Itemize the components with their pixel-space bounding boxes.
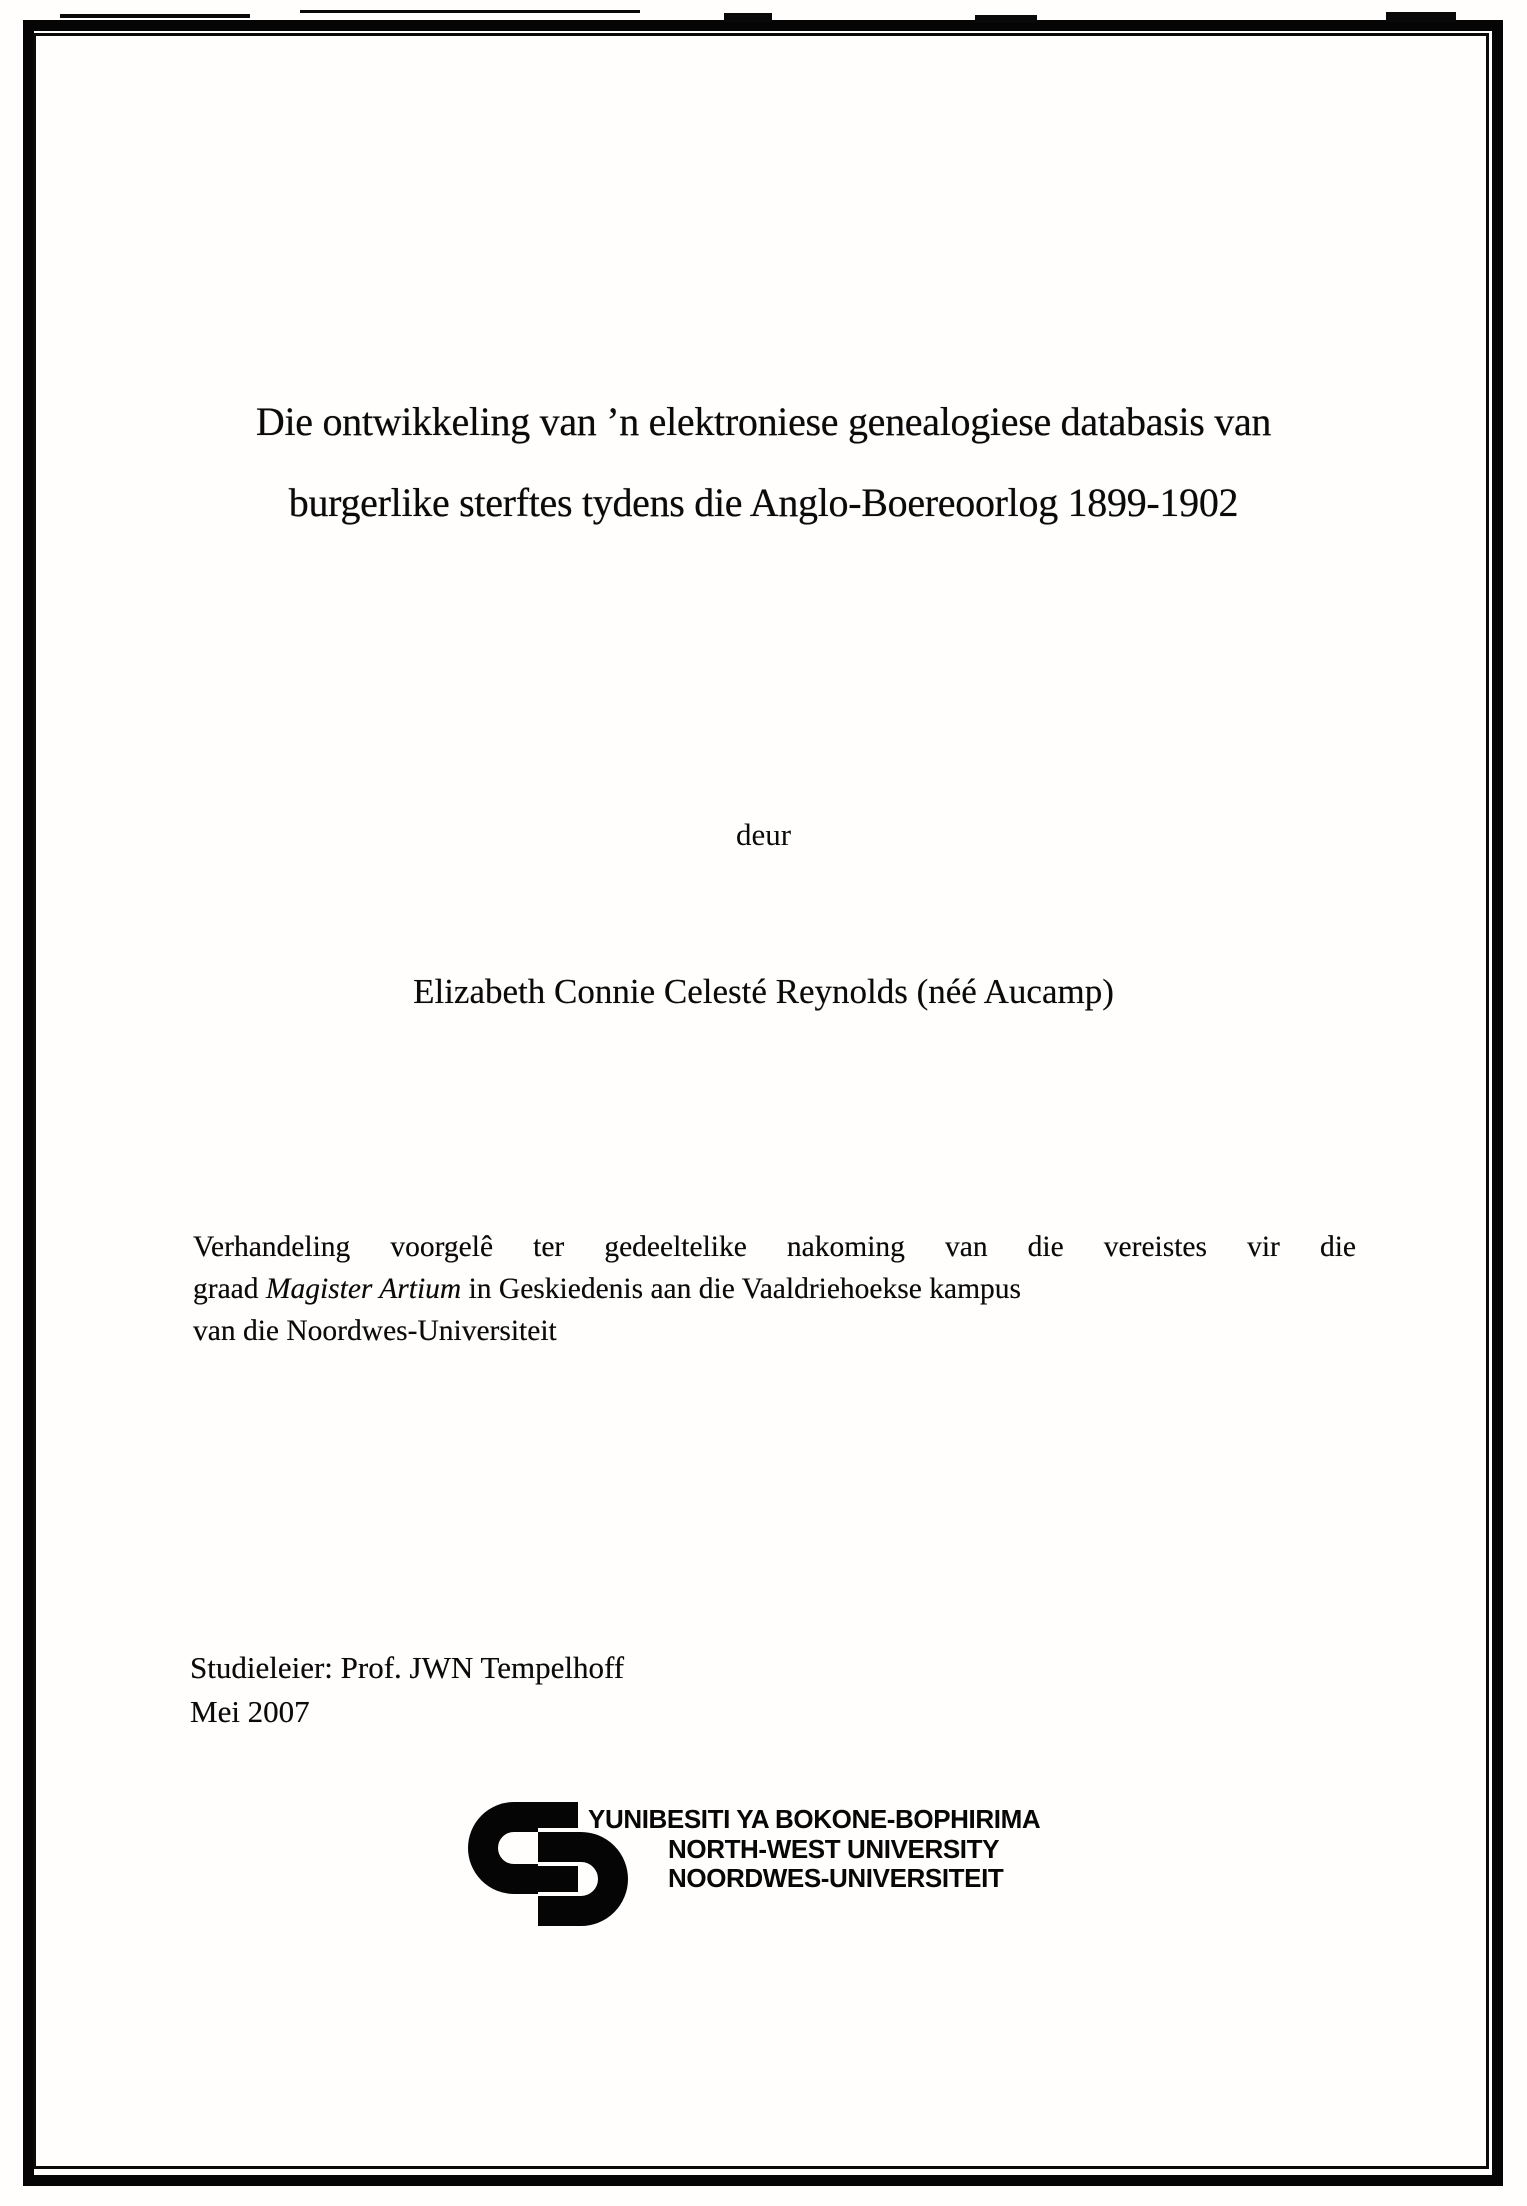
scan-artifact [60,14,250,18]
degree-line2-suffix: in Geskiedenis aan die Vaaldriehoekse kampus [461,1273,1021,1305]
degree-description [193,1226,1356,1352]
supervisor-line: Studieleier: Prof. JWN Tempelhoff [190,1650,625,1685]
logo-text-english: NORTH-WEST UNIVERSITY [668,1834,1000,1864]
thesis-title-line-1: Die ontwikkeling van ’n elektroniese genealogiese databasis van [255,399,1272,444]
author-name: Elizabeth Connie Celesté Reynolds (néé Aucamp) [413,972,1114,1011]
scan-artifact [1386,12,1456,22]
logo-text-afrikaans: NOORDWES-UNIVERSITEIT [668,1863,1004,1893]
degree-description-line-2 [193,1268,1356,1310]
degree-line2-prefix: graad [193,1273,266,1305]
scan-artifact [975,15,1037,23]
date-line: Mei 2007 [190,1694,310,1729]
scan-artifact [724,13,772,22]
degree-description-line-3: van die Noordwes-Universiteit [193,1315,557,1347]
thesis-title-line-2: burgerlike sterftes tydens die Anglo-Boereoorlog 1899-1902 [288,480,1239,525]
degree-name-italic: Magister Artium [265,1273,462,1305]
byline-label: deur [735,817,792,852]
logo-text-setswana: YUNIBESITI YA BOKONE-BOPHIRIMA [588,1804,1041,1834]
degree-description-line-1: Verhandeling voorgelê ter gedeeltelike nakoming van die vereistes vir die [193,1231,1356,1263]
scan-artifact [300,10,640,13]
supervisor-block [190,1646,624,1734]
